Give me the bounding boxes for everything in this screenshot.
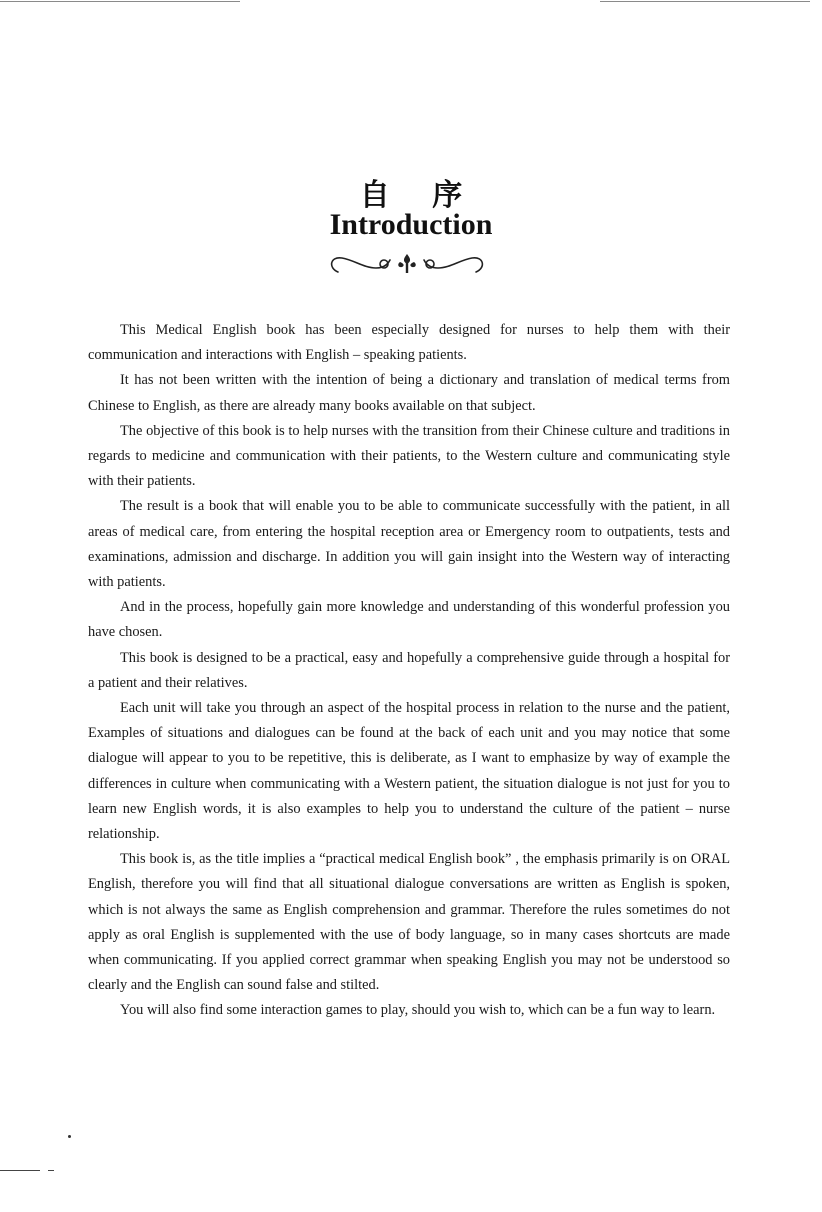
top-rule-left <box>0 1 240 2</box>
top-rule-right <box>600 1 810 2</box>
scroll-flourish-ornament-icon <box>324 250 490 278</box>
paragraph: And in the process, hopefully gain more knowledge and understanding of this wonderful profession you have chosen. <box>88 599 730 641</box>
scan-mark <box>68 1135 71 1138</box>
paragraph: The objective of this book is to help nurses with the transition from their Chinese culture and traditions in regards to medicine and communication with their patients, to the Western culture and communicating style with their patients. <box>88 422 730 490</box>
bottom-rule-left <box>0 1170 40 1171</box>
chapter-title-english: Introduction <box>329 208 493 241</box>
paragraph: You will also find some interaction games to play, should you wish to, which can be a fun way to learn. <box>120 1002 716 1019</box>
chapter-title-chinese: 自 序 <box>359 178 479 213</box>
bottom-rule-left-short <box>48 1170 54 1171</box>
paragraph: Each unit will take you through an aspect of the hospital process in relation to the nurse and the patient, Examples of situations and dialogues can be found at the back of each unit and you may notice that some dialogue will appear to you to be repetitive, this is deliberate, as I want to emphasize by way of example the differences in culture when communicating with a Western patient, the situation dialogue is not just for you to learn new English words, it is also examples to help you to understand the culture of the patient – nurse relationship. <box>88 700 730 843</box>
paragraph: This Medical English book has been especially designed for nurses to help them with their communication and interactions with English – speaking patients. <box>88 322 730 364</box>
introduction-body <box>88 318 730 1024</box>
paragraph: It has not been written with the intention of being a dictionary and translation of medical terms from Chinese to English, as there are already many books available on that subject. <box>88 372 730 414</box>
paragraph: This book is, as the title implies a “practical medical English book” , the emphasis primarily is on ORAL English, therefore you will find that all situational dialogue conversations are written as English is spoken, which is not always the same as English comprehension and grammar. Therefore the rules sometimes do not apply as oral English is supplemented with the use of body language, so in many cases shortcuts are made when communicating. If you applied correct grammar when speaking English you may not be understood so clearly and the English can sound false and stilted. <box>88 851 730 994</box>
paragraph: The result is a book that will enable you to be able to communicate successfully with the patient, in all areas of medical care, from entering the hospital reception area or Emergency room to outpatients, tests and examinations, admission and discharge. In addition you will gain insight into the Western way of interacting with patients. <box>88 498 730 591</box>
paragraph: This book is designed to be a practical, easy and hopefully a comprehensive guide through a hospital for a patient and their relatives. <box>88 649 730 691</box>
